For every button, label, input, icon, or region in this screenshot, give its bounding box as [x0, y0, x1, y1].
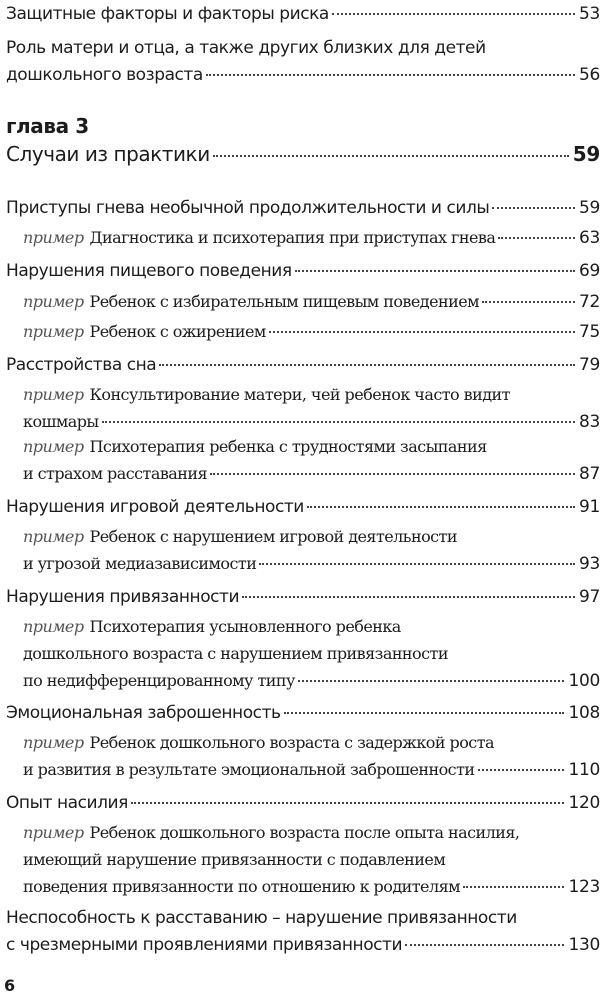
page-number: 120: [568, 793, 600, 813]
toc-entry-emotional-neglect: [0, 703, 602, 723]
entry-title: Диагностика и психотерапия при приступах гнева: [89, 228, 496, 247]
example-label: пример: [23, 292, 84, 311]
example-label: пример: [23, 733, 84, 752]
page-number: 110: [568, 760, 600, 780]
entry-title-cont: дошкольного возраста: [6, 65, 203, 85]
entry-title-cont: кошмары: [23, 412, 99, 431]
toc-entry-protective-factors: [0, 4, 602, 28]
entry-title: Нарушения пищевого поведения: [6, 261, 292, 281]
leader-dots: [213, 155, 569, 157]
toc-example-obesity: [0, 322, 602, 342]
entry-title: Эмоциональная заброшенность: [6, 703, 281, 723]
toc-entry-separation-inability: [0, 908, 602, 955]
page-number: 93: [578, 554, 600, 574]
entry-title: Психотерапия усыновленного ребенка: [89, 617, 401, 636]
page-number: 97: [578, 587, 600, 607]
page-number: 56: [578, 65, 600, 85]
entry-title-cont: и развития в результате эмоциональной заброшенности: [23, 760, 475, 779]
example-label: пример: [23, 437, 84, 456]
leader-dots: [298, 680, 565, 682]
page-number: 63: [578, 228, 600, 248]
entry-title-cont: и угрозой медиазависимости: [23, 554, 257, 573]
leader-dots: [210, 473, 575, 475]
leader-dots: [307, 506, 575, 508]
example-label: пример: [23, 527, 84, 546]
entry-title-cont: поведения привязанности по отношению к родителям: [23, 877, 461, 896]
entry-title: Расстройства сна: [6, 355, 157, 375]
entry-title: Ребенок с нарушением игровой деятельности: [89, 527, 457, 546]
entry-title-cont: имеющий нарушение привязанности с подавлением: [23, 850, 446, 869]
leader-dots: [492, 207, 575, 209]
leader-dots: [159, 364, 575, 366]
leader-dots: [482, 301, 575, 303]
chapter-label: глава 3: [6, 114, 89, 138]
leader-dots: [242, 596, 575, 598]
toc-entry-play-disorders: [0, 497, 602, 517]
page-number: 72: [578, 292, 600, 312]
toc-example-media-addiction: [0, 527, 602, 574]
example-label: пример: [23, 385, 84, 404]
page-number: 59: [578, 198, 600, 218]
entry-title-cont: по недифференцированному типу: [23, 671, 295, 690]
entry-title-cont: с чрезмерными проявлениями привязанности: [6, 935, 403, 955]
entry-title: Роль матери и отца, а также других близких для детей: [6, 38, 486, 58]
entry-title: Психотерапия ребенка с трудностями засыпания: [89, 437, 487, 456]
page-number: 123: [568, 877, 600, 897]
leader-dots: [206, 74, 575, 76]
leader-dots: [269, 331, 575, 333]
page-number: 108: [568, 703, 600, 723]
toc-entry-role-of-parents: [0, 38, 602, 92]
page-number: 75: [578, 322, 600, 342]
example-label: пример: [23, 228, 84, 247]
toc-example-adopted-child: [0, 617, 602, 691]
page-number: 87: [578, 464, 600, 484]
leader-dots: [284, 712, 565, 714]
leader-dots: [405, 944, 564, 946]
leader-dots: [332, 13, 575, 15]
entry-title: Защитные факторы и факторы риска: [6, 4, 329, 24]
chapter-heading: [0, 142, 602, 166]
leader-dots: [478, 769, 565, 771]
toc-entry-attachment-disorders: [0, 587, 602, 607]
entry-title: Приступы гнева необычной продолжительности и силы: [6, 198, 490, 218]
toc-example-selective-eating: [0, 292, 602, 312]
leader-dots: [131, 802, 565, 804]
chapter-title: Случаи из практики: [6, 142, 210, 166]
page-number: 83: [578, 412, 600, 432]
entry-title: Нарушения привязанности: [6, 587, 240, 607]
toc-entry-eating-disorders: [0, 261, 602, 281]
example-label: пример: [23, 617, 84, 636]
toc-example-anger-therapy: [0, 228, 602, 248]
toc-example-sleep-separation: [0, 437, 602, 484]
entry-title-cont: и страхом расставания: [23, 464, 208, 483]
page-number: 130: [568, 935, 600, 955]
page-number: 69: [578, 261, 600, 281]
page-number: 79: [578, 355, 600, 375]
entry-title: Ребенок с избирательным пищевым поведением: [89, 292, 480, 311]
toc-example-after-violence: [0, 823, 602, 897]
entry-title: Нарушения игровой деятельности: [6, 497, 304, 517]
example-label: пример: [23, 322, 84, 341]
leader-dots: [498, 237, 575, 239]
entry-title: Неспособность к расставанию – нарушение привязанности: [6, 908, 517, 928]
entry-title: Ребенок дошкольного возраста после опыта насилия,: [89, 823, 520, 842]
toc-entry-anger-attacks: [0, 198, 602, 218]
leader-dots: [259, 563, 575, 565]
leader-dots: [463, 886, 564, 888]
example-label: пример: [23, 823, 84, 842]
folio-page-number: 6: [4, 976, 16, 995]
entry-title: Ребенок дошкольного возраста с задержкой роста: [89, 733, 495, 752]
toc-example-nightmares: [0, 385, 602, 432]
page-number: 53: [578, 4, 600, 24]
toc-entry-sleep-disorders: [0, 355, 602, 375]
entry-title: Консультирование матери, чей ребенок часто видит: [89, 385, 510, 404]
entry-title: Опыт насилия: [6, 793, 128, 813]
toc-entry-violence: [0, 793, 602, 813]
page-number: 91: [578, 497, 600, 517]
entry-title: Ребенок с ожирением: [89, 322, 266, 341]
page-number: 100: [568, 671, 600, 691]
leader-dots: [295, 270, 575, 272]
leader-dots: [102, 421, 575, 423]
chapter-page-number: 59: [572, 142, 600, 166]
toc-example-growth-delay: [0, 733, 602, 780]
entry-title-cont: дошкольного возраста с нарушением привязанности: [23, 644, 448, 663]
